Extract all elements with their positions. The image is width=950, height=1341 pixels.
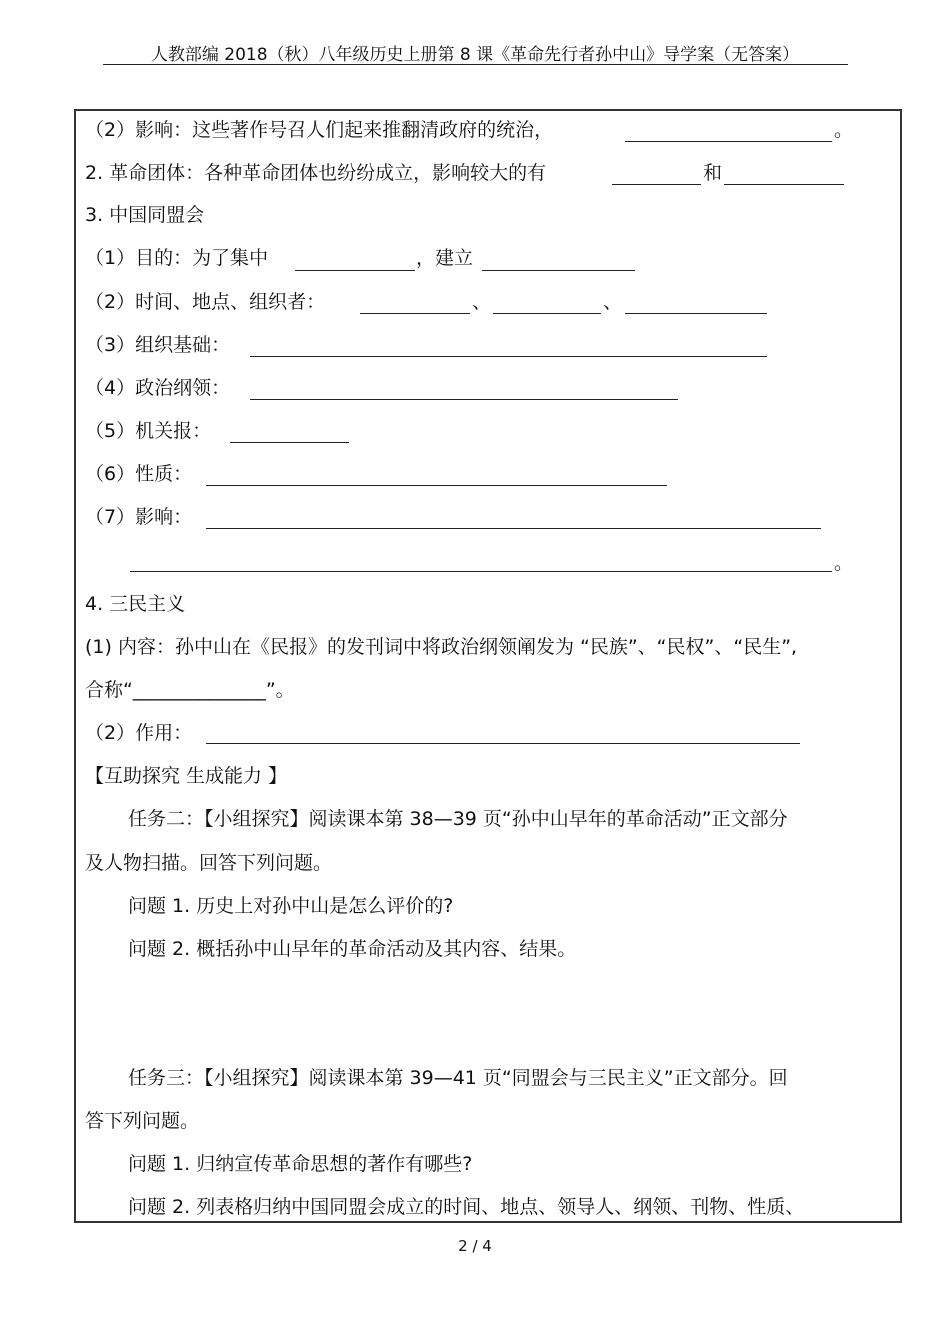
period: 。 — [834, 119, 854, 141]
nature-line: （6）性质： — [85, 463, 193, 485]
answer-blank[interactable] — [612, 184, 701, 185]
task-three: 任务三：【小组探究】阅读课本第 39—41 页“同盟会与三民主义”正文部分。回 — [128, 1067, 788, 1089]
influence-line: （2）影响：这些著作号召人们起来推翻清政府的统治， — [85, 119, 554, 141]
content-line: (1) 内容：孙中山在《民报》的发刊词中将政治纲领阐发为 “民族”、“民权”、“民生”, — [85, 636, 798, 658]
section-heading: 4. 三民主义 — [85, 593, 186, 615]
purpose-line: （1）目的：为了集中 — [85, 247, 269, 269]
answer-blank[interactable] — [724, 184, 844, 185]
impact-line: （7）影响： — [85, 506, 193, 528]
political-program-line: （4）政治纲领： — [85, 377, 231, 399]
newspaper-line: （5）机关报： — [85, 420, 212, 442]
organization-basis-line: （3）组织基础： — [85, 334, 231, 356]
page-header: 人教部编 2018（秋）八年级历史上册第 8 课《革命先行者孙中山》导学案（无答案） — [150, 45, 800, 65]
separator: 、 — [603, 291, 623, 313]
question: 问题 1. 归纳宣传革命思想的著作有哪些? — [128, 1153, 473, 1175]
answer-blank[interactable] — [295, 270, 415, 271]
answer-blank[interactable] — [493, 313, 601, 314]
question: 问题 2. 列表格归纳中国同盟会成立的时间、地点、领导人、纲领、刊物、性质、 — [128, 1196, 805, 1218]
answer-blank[interactable] — [250, 356, 767, 357]
establish-text: ，建立 — [416, 247, 474, 269]
period: 。 — [834, 552, 854, 574]
revolutionary-groups-line: 2. 革命团体：各种革命团体也纷纷成立，影响较大的有 — [85, 162, 547, 184]
answer-blank[interactable] — [625, 313, 767, 314]
header-rule — [103, 64, 848, 65]
and-text: 和 — [703, 162, 723, 184]
collective-name-line: 合称“______________”。 — [85, 679, 295, 701]
answer-blank[interactable] — [206, 485, 667, 486]
separator: 、 — [472, 291, 492, 313]
question: 问题 1. 历史上对孙中山是怎么评价的? — [128, 895, 454, 917]
question: 问题 2. 概括孙中山早年的革命活动及其内容、结果。 — [128, 938, 577, 960]
section-heading: 3. 中国同盟会 — [85, 204, 205, 226]
time-place-organizer-line: （2）时间、地点、组织者： — [85, 291, 326, 313]
section-heading: 【互助探究 生成能力 】 — [85, 765, 288, 787]
task-two: 任务二：【小组探究】阅读课本第 38—39 页“孙中山早年的革命活动”正文部分 — [128, 808, 788, 830]
task-three-cont: 答下列问题。 — [85, 1110, 200, 1132]
answer-blank[interactable] — [360, 313, 470, 314]
content-frame — [74, 109, 902, 1223]
answer-blank[interactable] — [250, 399, 678, 400]
answer-blank[interactable] — [206, 528, 821, 529]
answer-blank[interactable] — [482, 270, 635, 271]
task-two-cont: 及人物扫描。回答下列问题。 — [85, 852, 333, 874]
answer-blank[interactable] — [230, 442, 349, 443]
answer-blank[interactable] — [206, 743, 800, 744]
answer-blank[interactable] — [625, 141, 832, 142]
function-line: （2）作用： — [85, 722, 193, 744]
page-number: 2 / 4 — [458, 1237, 492, 1255]
answer-blank[interactable] — [130, 571, 832, 572]
